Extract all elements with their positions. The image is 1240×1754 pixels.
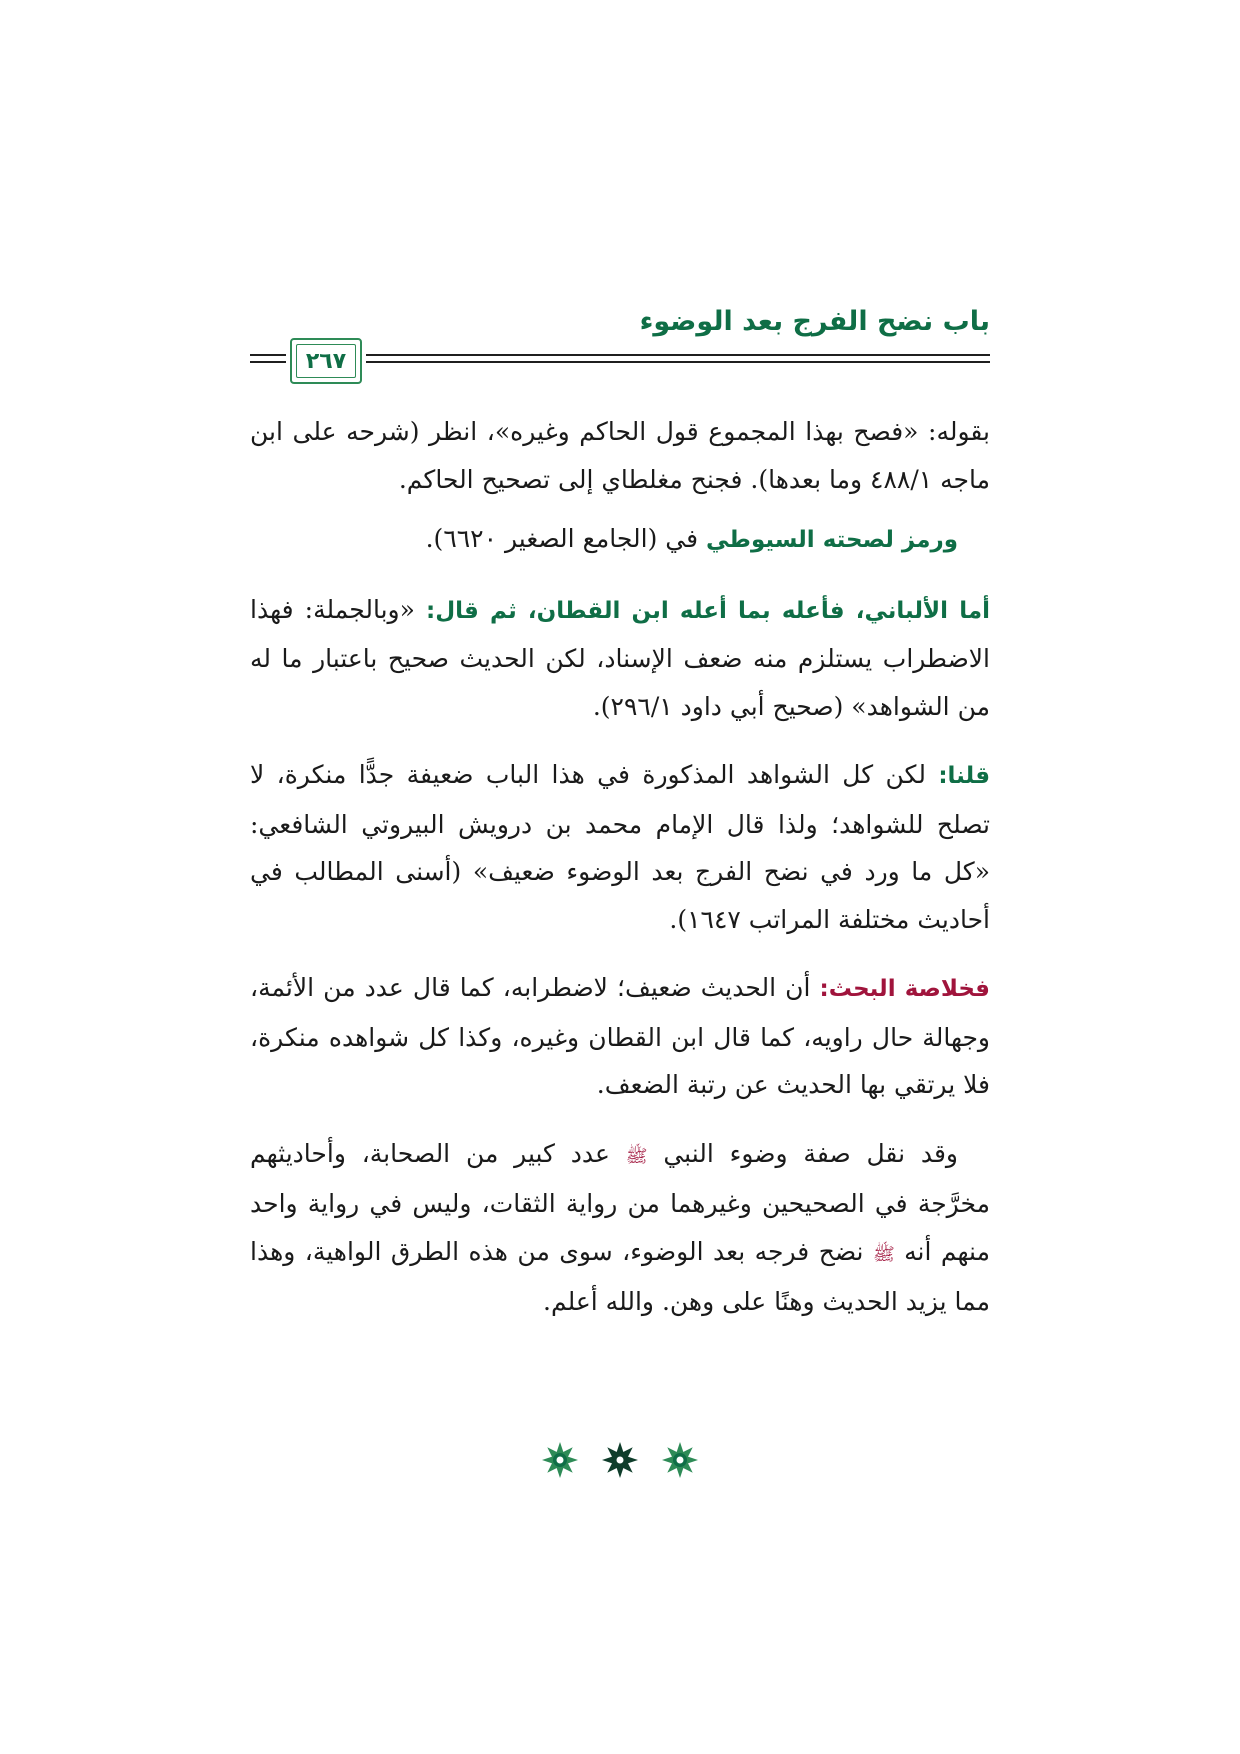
- paragraph-3: [250, 586, 990, 731]
- section-end-ornaments: [540, 1440, 700, 1480]
- paragraph-6-part3: نضح فرجه بعد الوضوء، سوى من هذه الطرق الواهية، وهذا مما يزيد الحديث وهنًا على وهن. والله أعلم.: [250, 1236, 990, 1316]
- flower-ornament-icon: [600, 1440, 640, 1480]
- paragraph-3-lead: أما الألباني، فأعله بما أعله ابن القطان، ثم قال:: [426, 597, 990, 624]
- page-body: [250, 408, 990, 1347]
- paragraph-3-text: «وبالجملة: فهذا الاضطراب يستلزم منه ضعف الإسناد، لكن الحديث صحيح باعتبار ما له من الشواهد» (صحيح أبي داود ٢٩٦/١).: [250, 594, 990, 721]
- paragraph-4: [250, 751, 990, 943]
- paragraph-4-text: لكن كل الشواهد المذكورة في هذا الباب ضعيفة جدًّا منكرة، لا تصلح للشواهد؛ ولذا قال الإمام محمد بن درويش البيروتي الشافعي: «كل ما ورد في نضح الفرج بعد الوضوء ضعيف» (أسنى المطالب في أحاديث مختلفة المراتب ١٦٤٧).: [250, 760, 990, 934]
- salutation-glyph: ﷺ: [625, 1145, 648, 1167]
- paragraph-2-text: في (الجامع الصغير ٦٦٢٠).: [425, 524, 707, 553]
- flower-ornament-icon: [540, 1440, 580, 1480]
- paragraph-5-text: أن الحديث ضعيف؛ لاضطرابه، كما قال عدد من الأئمة، وجهالة حال راويه، كما قال ابن القطان وغيره، وكذا كل شواهده منكرة، فلا يرتقي بها الحديث عن رتبة الضعف.: [250, 973, 990, 1099]
- header-rule-left-bottom: [250, 361, 286, 363]
- paragraph-6-part2: عدد كبير من الصحابة، وأحاديثهم مخرَّجة في الصحيحين وغيرهما من رواية الثقات، وليس في رواية واحد منهم أنه: [250, 1138, 990, 1266]
- header-rule-right-top: [366, 354, 990, 356]
- paragraph-5: [250, 964, 990, 1109]
- salutation-glyph: ﷺ: [872, 1243, 895, 1265]
- paragraph-2-lead: ورمز لصحته السيوطي: [706, 527, 958, 553]
- paragraph-4-lead: قلنا:: [938, 763, 990, 789]
- paragraph-6: [250, 1130, 990, 1326]
- page-number: ٢٦٧: [305, 348, 347, 374]
- chapter-title: باب نضح الفرج بعد الوضوء: [639, 306, 990, 337]
- paragraph-2: [250, 515, 990, 565]
- paragraph-1: [250, 408, 990, 503]
- paragraph-1-text: بقوله: «فصح بهذا المجموع قول الحاكم وغيره»، انظر (شرحه على ابن ماجه ٤٨٨/١ وما بعدها). فجنح مغلطاي إلى تصحيح الحاكم.: [250, 417, 990, 494]
- page-number-badge: [290, 338, 362, 384]
- header-rule-left-top: [250, 354, 286, 356]
- header-rule-right-bottom: [366, 361, 990, 363]
- flower-ornament-icon: [660, 1440, 700, 1480]
- paragraph-5-lead: فخلاصة البحث:: [819, 976, 990, 1002]
- paragraph-6-part1: وقد نقل صفة وضوء النبي: [647, 1138, 958, 1168]
